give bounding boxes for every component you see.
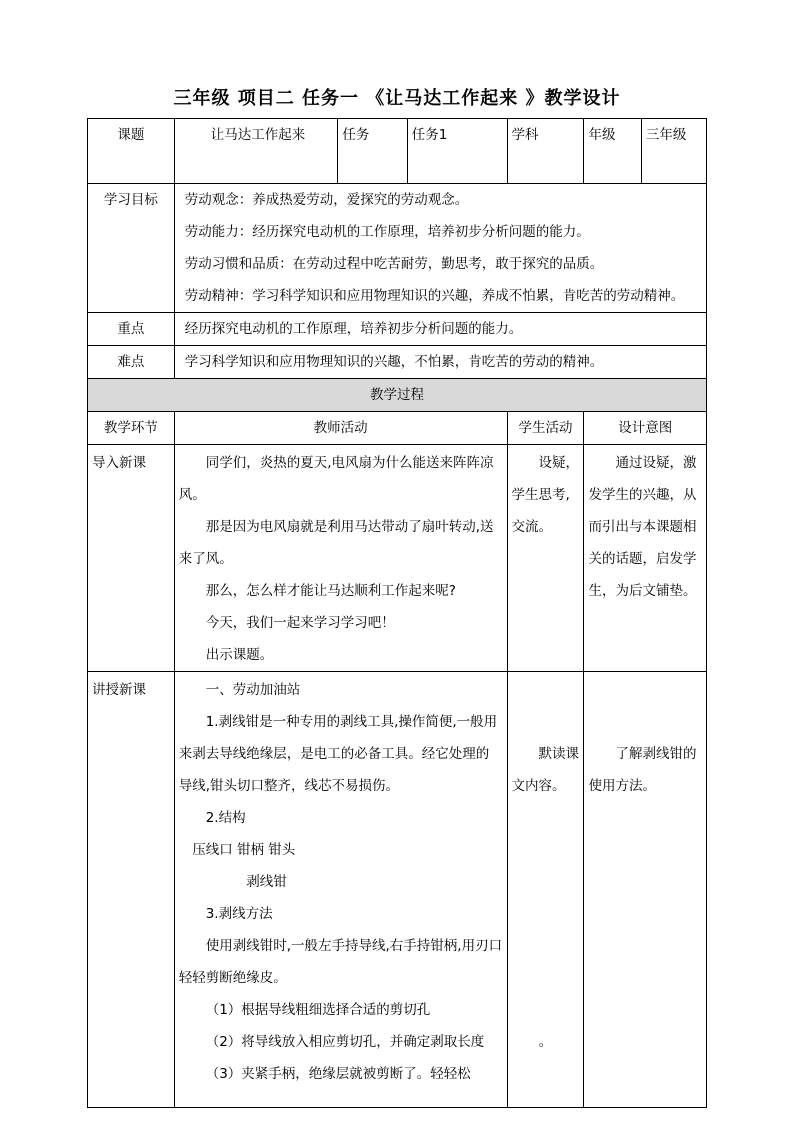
teach-teacher-line: 3.剥线方法 xyxy=(205,906,273,922)
key-point-row xyxy=(88,313,707,346)
intro-student: 设疑，学生思考,交流。 xyxy=(507,445,584,672)
course-label: 课题 xyxy=(88,119,175,184)
objective-item: 劳动观念：养成热爱劳动，爱探究的劳动观念。 xyxy=(184,192,469,208)
task-label: 任务 xyxy=(338,119,407,184)
grade-value: 三年级 xyxy=(641,119,706,184)
key-point-label: 重点 xyxy=(88,313,175,346)
subject-label: 学科 xyxy=(507,119,584,184)
teach-stage: 讲授新课 xyxy=(88,672,175,1108)
intro-teacher xyxy=(174,445,507,672)
intro-intent: 通过设疑，激发学生的兴趣，从而引出与本课题相关的话题，启发学生，为后文铺垫。 xyxy=(584,445,707,672)
teach-student-text: 默读课文内容。 xyxy=(511,746,579,794)
grade-label: 年级 xyxy=(584,119,641,184)
teach-teacher-line: （1）根据导线粗细选择合适的剪切孔 xyxy=(205,1002,431,1018)
teach-teacher-line: 剥线钳 xyxy=(246,874,287,890)
column-student: 学生活动 xyxy=(507,412,584,445)
intro-stage: 导入新课 xyxy=(88,445,175,672)
process-columns-row xyxy=(88,412,707,445)
intro-teacher-line: 同学们，炎热的夏天,电风扇为什么能送来阵阵凉风。 xyxy=(178,455,494,503)
objectives-row xyxy=(88,184,707,313)
objective-item: 劳动习惯和品质：在劳动过程中吃苦耐劳，勤思考，敢于探究的品质。 xyxy=(184,256,604,272)
teach-teacher-line: 一、劳动加油站 xyxy=(205,682,301,698)
difficulty-row xyxy=(88,346,707,379)
difficulty-value: 学习科学知识和应用物理知识的兴趣，不怕累，肯吃苦的劳动的精神。 xyxy=(174,346,706,379)
teach-student-extra: 。 xyxy=(538,1034,553,1050)
intro-row xyxy=(88,445,707,672)
teach-teacher-line: 压线口 钳柄 钳头 xyxy=(192,842,296,858)
objective-item: 劳动能力：经历探究电动机的工作原理，培养初步分析问题的能力。 xyxy=(184,224,590,240)
process-heading: 教学过程 xyxy=(88,379,707,412)
course-value: 让马达工作起来 xyxy=(174,119,338,184)
teach-row xyxy=(88,672,707,1108)
intro-teacher-line: 出示课题。 xyxy=(205,647,274,663)
teach-teacher-line: 使用剥线钳时,一般左手持导线,右手持钳柄,用刃口轻轻剪断绝缘皮。 xyxy=(178,938,503,986)
objective-item: 劳动精神：学习科学知识和应用物理知识的兴趣，养成不怕累，肯吃苦的劳动精神。 xyxy=(184,288,685,304)
key-point-value: 经历探究电动机的工作原理，培养初步分析问题的能力。 xyxy=(174,313,706,346)
teach-intent xyxy=(584,672,707,1108)
objectives-content xyxy=(174,184,706,313)
teach-intent-text: 了解剥线钳的使用方法。 xyxy=(588,746,697,794)
intro-teacher-line: 那么，怎么样才能让马达顺利工作起来呢? xyxy=(205,583,456,599)
difficulty-label: 难点 xyxy=(88,346,175,379)
column-teacher: 教师活动 xyxy=(174,412,507,445)
teach-student xyxy=(507,672,584,1108)
intro-teacher-line: 今天，我们一起来学习学习吧！ xyxy=(205,615,395,631)
teach-teacher-line: （3）夹紧手柄，绝缘层就被剪断了。轻轻松 xyxy=(205,1066,471,1082)
objectives-label: 学习目标 xyxy=(88,184,175,313)
task-value: 任务1 xyxy=(407,119,507,184)
document-title: 三年级 项目二 任务一 《让马达工作起来 》教学设计 xyxy=(173,88,621,109)
header-row xyxy=(88,119,707,184)
teach-teacher-line: 1.剥线钳是一种专用的剥线工具,操作简便,一般用来剥去导线绝缘层，是电工的必备工具。经它处理的导线,钳头切口整齐，线芯不易损伤。 xyxy=(178,714,498,794)
teach-teacher-line: 2.结构 xyxy=(205,810,246,826)
teach-teacher xyxy=(174,672,507,1108)
process-heading-row xyxy=(88,379,707,412)
column-intent: 设计意图 xyxy=(584,412,707,445)
column-stage: 教学环节 xyxy=(88,412,175,445)
teach-teacher-line: （2）将导线放入相应剪切孔，并确定剥取长度 xyxy=(205,1034,485,1050)
intro-teacher-line: 那是因为电风扇就是利用马达带动了扇叶转动,送来了风。 xyxy=(178,519,494,567)
lesson-plan-table xyxy=(87,118,707,1108)
